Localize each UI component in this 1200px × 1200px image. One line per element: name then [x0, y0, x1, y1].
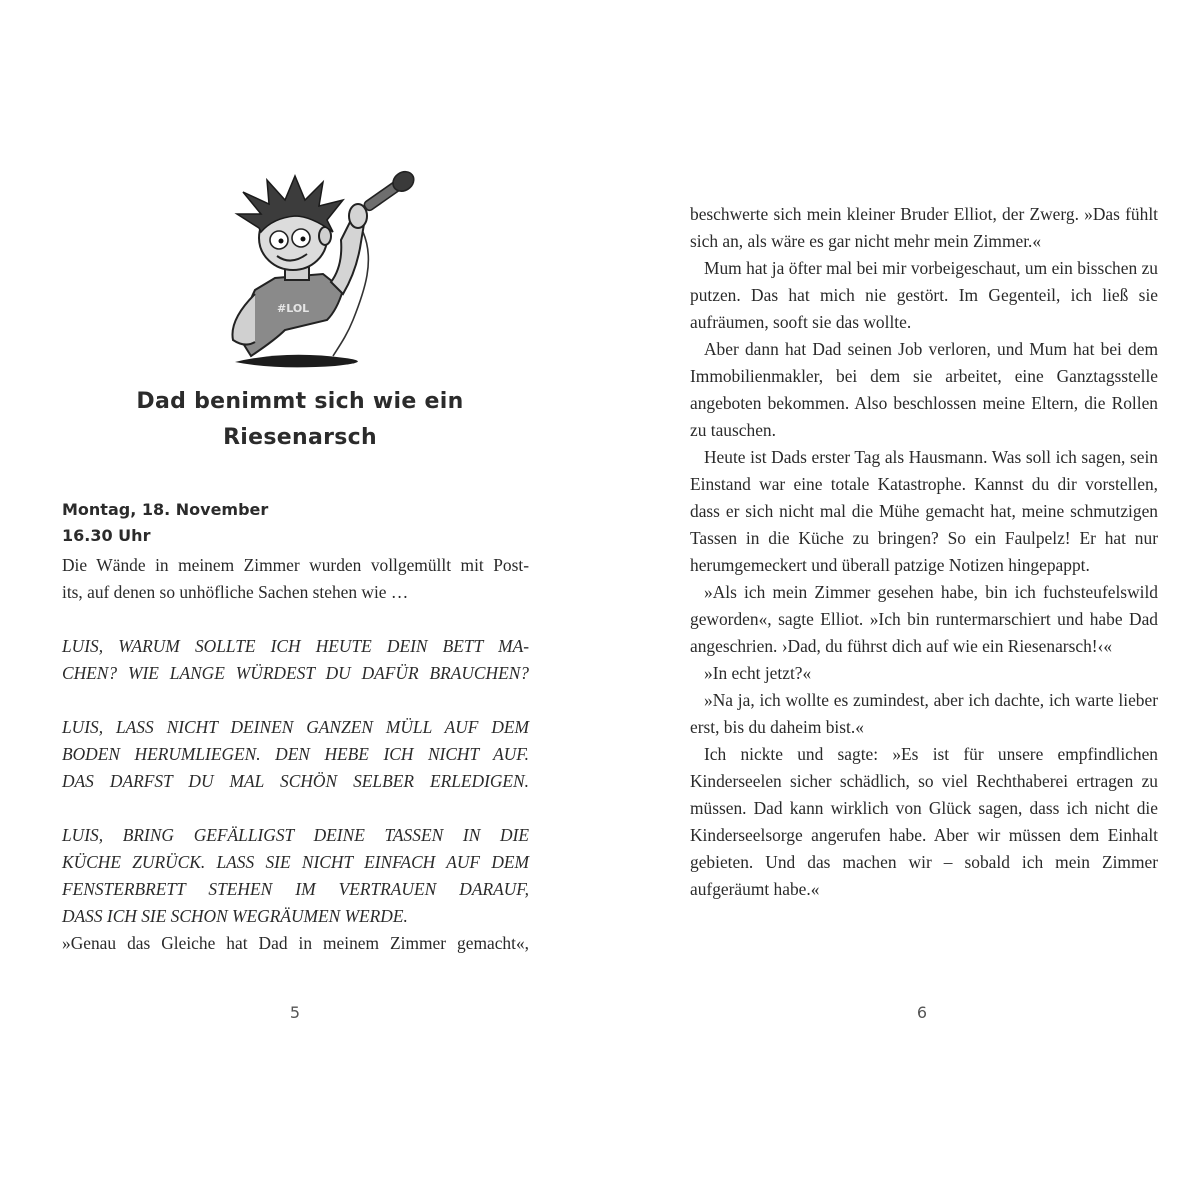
boy-with-microphone-illustration	[215, 170, 445, 370]
paragraph: Aber dann hat Dad seinen Job verloren, und Mum hat bei dem Immobilienmakler, bei dem sie arbeitet, eine Ganztagsstelle angeboten bekommen. Also beschlossen meine Eltern, die Rollen zu tauschen.	[690, 339, 1158, 440]
entry-date: Montag, 18. November	[62, 500, 269, 519]
right-page-text	[690, 201, 1158, 903]
text-line: DASS ICH SIE SCHON WEGRÄUMEN WERDE.	[62, 906, 408, 926]
paragraph: »Als ich mein Zimmer gesehen habe, bin ich fuchsteufelswild geworden«, sagte Elliot. »Ich bin runtermarschiert und habe Dad angeschrien. ›Dad, du führst dich auf wie ein Riesenarsch!‹«	[690, 582, 1158, 656]
page-number: 5	[289, 1003, 301, 1022]
entry-date-time	[62, 497, 532, 549]
paragraph: Mum hat ja öfter mal bei mir vorbeigeschaut, um ein bisschen zu putzen. Das hat mich nie gestört. Im Gegenteil, ich ließ sie aufräumen, sooft sie das wollte.	[690, 258, 1158, 332]
text-line: LUIS, BRING GEFÄLLIGST DEINE TASSEN IN DIE	[62, 825, 529, 845]
text-line: FENSTERBRETT STEHEN IM VERTRAUEN DARAUF,	[62, 879, 529, 899]
paragraph: »In echt jetzt?«	[704, 663, 812, 683]
text-line: CHEN? WIE LANGE WÜRDEST DU DAFÜR BRAUCHEN?	[62, 663, 529, 683]
paragraph: »Na ja, ich wollte es zumindest, aber ich dachte, ich warte lieber erst, bis du daheim bist.«	[690, 690, 1158, 737]
page-number: 6	[916, 1003, 928, 1022]
closing-line	[62, 930, 529, 957]
text-line: LUIS, WARUM SOLLTE ICH HEUTE DEIN BETT MA-	[62, 636, 529, 656]
text-line: BODEN HERUMLIEGEN. DEN HEBE ICH NICHT AUF.	[62, 744, 529, 764]
paragraph: Heute ist Dads erster Tag als Hausmann. Was soll ich sagen, sein Einstand war eine totale Katastrophe. Kannst du dir vorstellen, dass er sich nicht mal die Mühe gemacht hat, meine schmutzigen Tassen in die Küche zu bringen? So ein Faulpelz! Er hat nur herumgemeckert und überall patzige Notizen hingepappt.	[690, 447, 1158, 575]
shirt-text: #LOL	[277, 302, 310, 315]
right-page	[600, 0, 1200, 1200]
text-line: Die Wände in meinem Zimmer wurden vollgemüllt mit Post-	[62, 555, 529, 575]
text-line: DAS DARFST DU MAL SCHÖN SELBER ERLEDIGEN.	[62, 771, 529, 791]
text-line: »Genau das Gleiche hat Dad in meinem Zimmer gemacht«,	[62, 933, 529, 953]
post-it-note-1	[62, 633, 529, 687]
paragraph: Ich nickte und sagte: »Es ist für unsere empfindlichen Kinderseelen sicher schädlich, so viel Rechthaberei ertragen zu müssen. Dad kann wirklich von Glück sagen, dass ich nicht die Kinderseelsorge angerufen habe. Aber wir müssen dem Einhalt gebieten. Und das machen wir – sobald ich mein Zimmer aufgeräumt habe.«	[690, 744, 1158, 899]
chapter-title: Dad benimmt sich wie ein Riesenarsch	[136, 389, 464, 450]
post-it-note-2	[62, 714, 529, 795]
text-line: KÜCHE ZURÜCK. LASS SIE NICHT EINFACH AUF DEM	[62, 852, 529, 872]
entry-time: 16.30 Uhr	[62, 526, 151, 545]
text-line: its, auf denen so unhöfliche Sachen stehen wie …	[62, 582, 409, 602]
text-line: LUIS, LASS NICHT DEINEN GANZEN MÜLL AUF DEM	[62, 717, 529, 737]
intro-paragraph	[62, 552, 529, 606]
paragraph: beschwerte sich mein kleiner Bruder Elliot, der Zwerg. »Das fühlt sich an, als wäre es gar nicht mehr mein Zimmer.«	[690, 204, 1158, 251]
post-it-note-3	[62, 822, 529, 930]
